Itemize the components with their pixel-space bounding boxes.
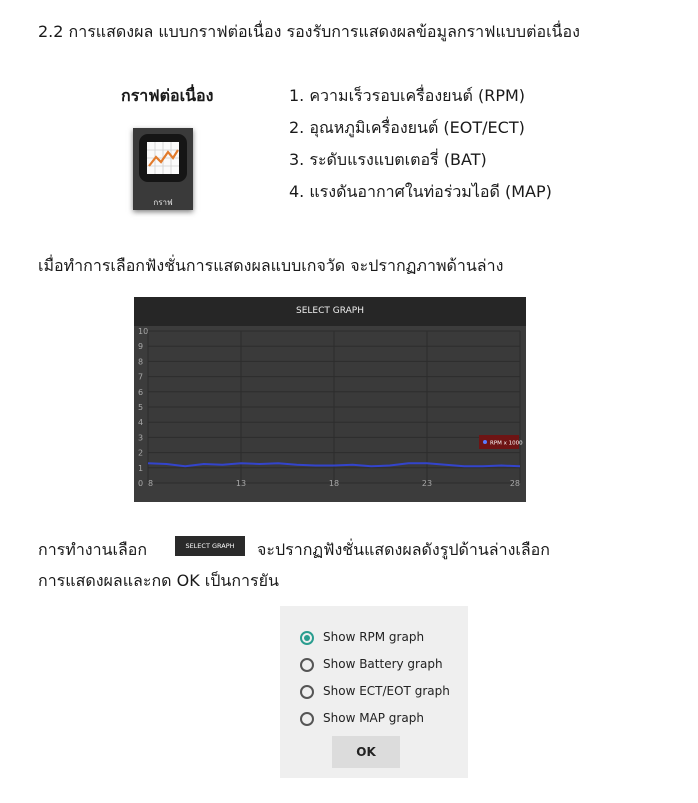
rpm-line-chart [134, 326, 526, 502]
feature-map: 4. แรงดันอากาศในท่อร่วมไอดี (MAP) [289, 182, 552, 201]
graph-label: กราฟต่อเนื่อง [121, 86, 214, 105]
radio-map[interactable] [300, 712, 314, 726]
option-map-label: Show MAP graph [323, 711, 424, 725]
feature-bat: 3. ระดับแรงแบตเตอรี่ (BAT) [289, 150, 487, 169]
x-tick-label: 8 [148, 479, 154, 488]
y-tick-label: 5 [138, 403, 144, 412]
y-tick-label: 6 [138, 387, 144, 397]
graph-screenshot [134, 297, 526, 502]
x-tick-label: 13 [235, 479, 247, 488]
option-ect-label: Show ECT/EOT graph [323, 684, 450, 698]
x-tick-label: 23 [421, 479, 433, 488]
y-tick-label: 1 [138, 463, 144, 473]
section-heading: 2.2 การแสดงผล แบบกราฟต่อเนื่อง รองรับการแสดงผลข้อมูลกราฟแบบต่อเนื่อง [38, 22, 580, 41]
radio-rpm[interactable] [300, 631, 314, 645]
y-tick-label: 4 [138, 418, 144, 428]
y-tick-label: 2 [138, 448, 144, 458]
instruction-before: การทำงานเลือก [38, 540, 148, 559]
radio-ect[interactable] [300, 685, 314, 699]
y-tick-label: 3 [138, 433, 144, 443]
x-tick-label: 18 [328, 479, 340, 488]
line-chart-icon [139, 134, 187, 182]
y-tick-label: 7 [138, 372, 144, 382]
instruction-after: จะปรากฏฟังชั่นแสดงผลดังรูปด้านล่างเลือก [257, 540, 550, 559]
select-graph-button[interactable]: SELECT GRAPH [175, 536, 245, 556]
instruction-line3: การแสดงผลและกด OK เป็นการยัน [38, 571, 279, 590]
radio-battery[interactable] [300, 658, 314, 672]
legend-marker [483, 440, 487, 444]
select-graph-dialog [280, 606, 468, 778]
gauge-paragraph: เมื่อทำการเลือกฟังชั่นการแสดงผลแบบเกจวัด จะปรากฏภาพด้านล่าง [38, 256, 504, 275]
graph-app-tile[interactable] [133, 128, 193, 210]
y-tick-label: 10 [138, 327, 149, 336]
feature-eot: 2. อุณหภูมิเครื่องยนต์ (EOT/ECT) [289, 118, 525, 137]
chart-header: SELECT GRAPH [134, 297, 526, 326]
option-rpm-label: Show RPM graph [323, 630, 425, 644]
ok-button[interactable]: OK [332, 736, 400, 768]
option-battery-label: Show Battery graph [323, 657, 443, 671]
legend-label: RPM x 1000 [490, 440, 523, 447]
y-tick-label: 9 [138, 342, 144, 352]
feature-rpm: 1. ความเร็วรอบเครื่องยนต์ (RPM) [289, 86, 526, 105]
y-tick-label: 0 [138, 479, 144, 488]
app-caption: กราฟ [153, 198, 173, 207]
x-tick-label: 28 [509, 479, 520, 488]
y-tick-label: 8 [138, 357, 144, 367]
